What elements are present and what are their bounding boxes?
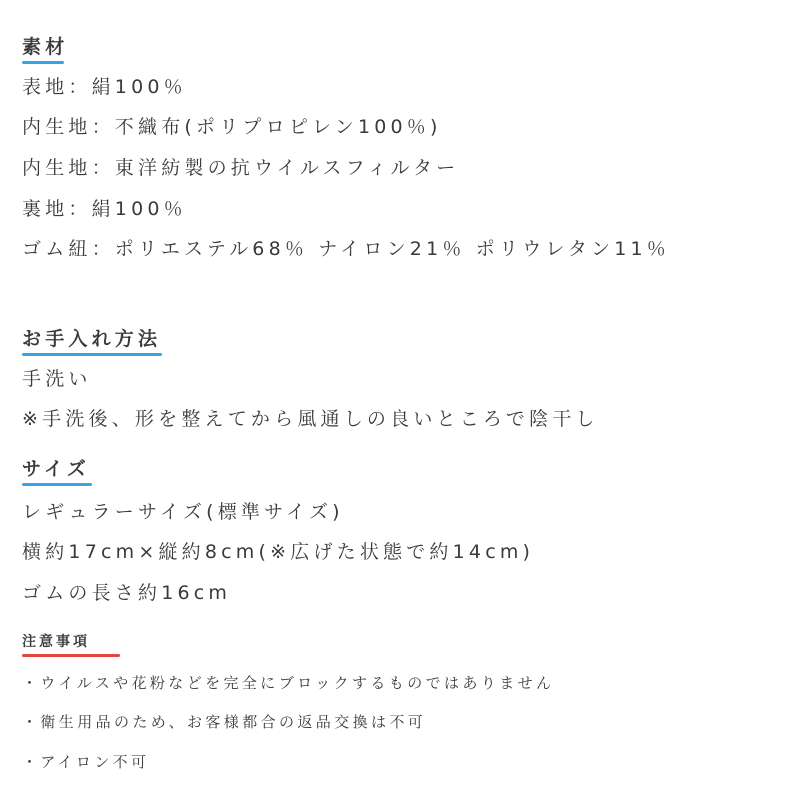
note-line-iron: ・アイロン不可	[22, 753, 150, 771]
notes-heading-underline	[22, 654, 120, 657]
materials-line-lining: 裏地：絹100％	[22, 198, 187, 220]
care-heading-underline	[22, 353, 162, 356]
materials-line-inner-filter: 内生地：東洋紡製の抗ウイルスフィルター	[22, 157, 460, 179]
care-heading: お手入れ方法	[22, 328, 162, 350]
care-line-handwash: 手洗い	[22, 368, 92, 390]
size-line-type: レギュラーサイズ(標準サイズ)	[22, 501, 344, 523]
materials-heading: 素材	[22, 36, 69, 58]
notes-heading: 注意事項	[22, 634, 90, 650]
materials-heading-underline	[22, 61, 64, 64]
note-line-returns: ・衛生用品のため、お客様都合の返品交換は不可	[22, 713, 427, 731]
materials-line-inner-fabric: 内生地：不織布(ポリプロピレン100％)	[22, 116, 442, 138]
care-line-drying: ※手洗後、形を整えてから風通しの良いところで陰干し	[22, 408, 599, 430]
size-line-dimensions: 横約17cm×縦約8cm(※広げた状態で約14cm)	[22, 541, 535, 563]
materials-line-elastic: ゴム紐：ポリエステル68％ ナイロン21％ ポリウレタン11％	[22, 238, 671, 260]
note-line-virus: ・ウイルスや花粉などを完全にブロックするものではありません	[22, 674, 555, 692]
size-heading: サイズ	[22, 458, 91, 480]
materials-line-outer: 表地：絹100％	[22, 76, 187, 98]
size-heading-underline	[22, 483, 92, 486]
size-line-elastic-length: ゴムの長さ約16cm	[22, 582, 232, 604]
